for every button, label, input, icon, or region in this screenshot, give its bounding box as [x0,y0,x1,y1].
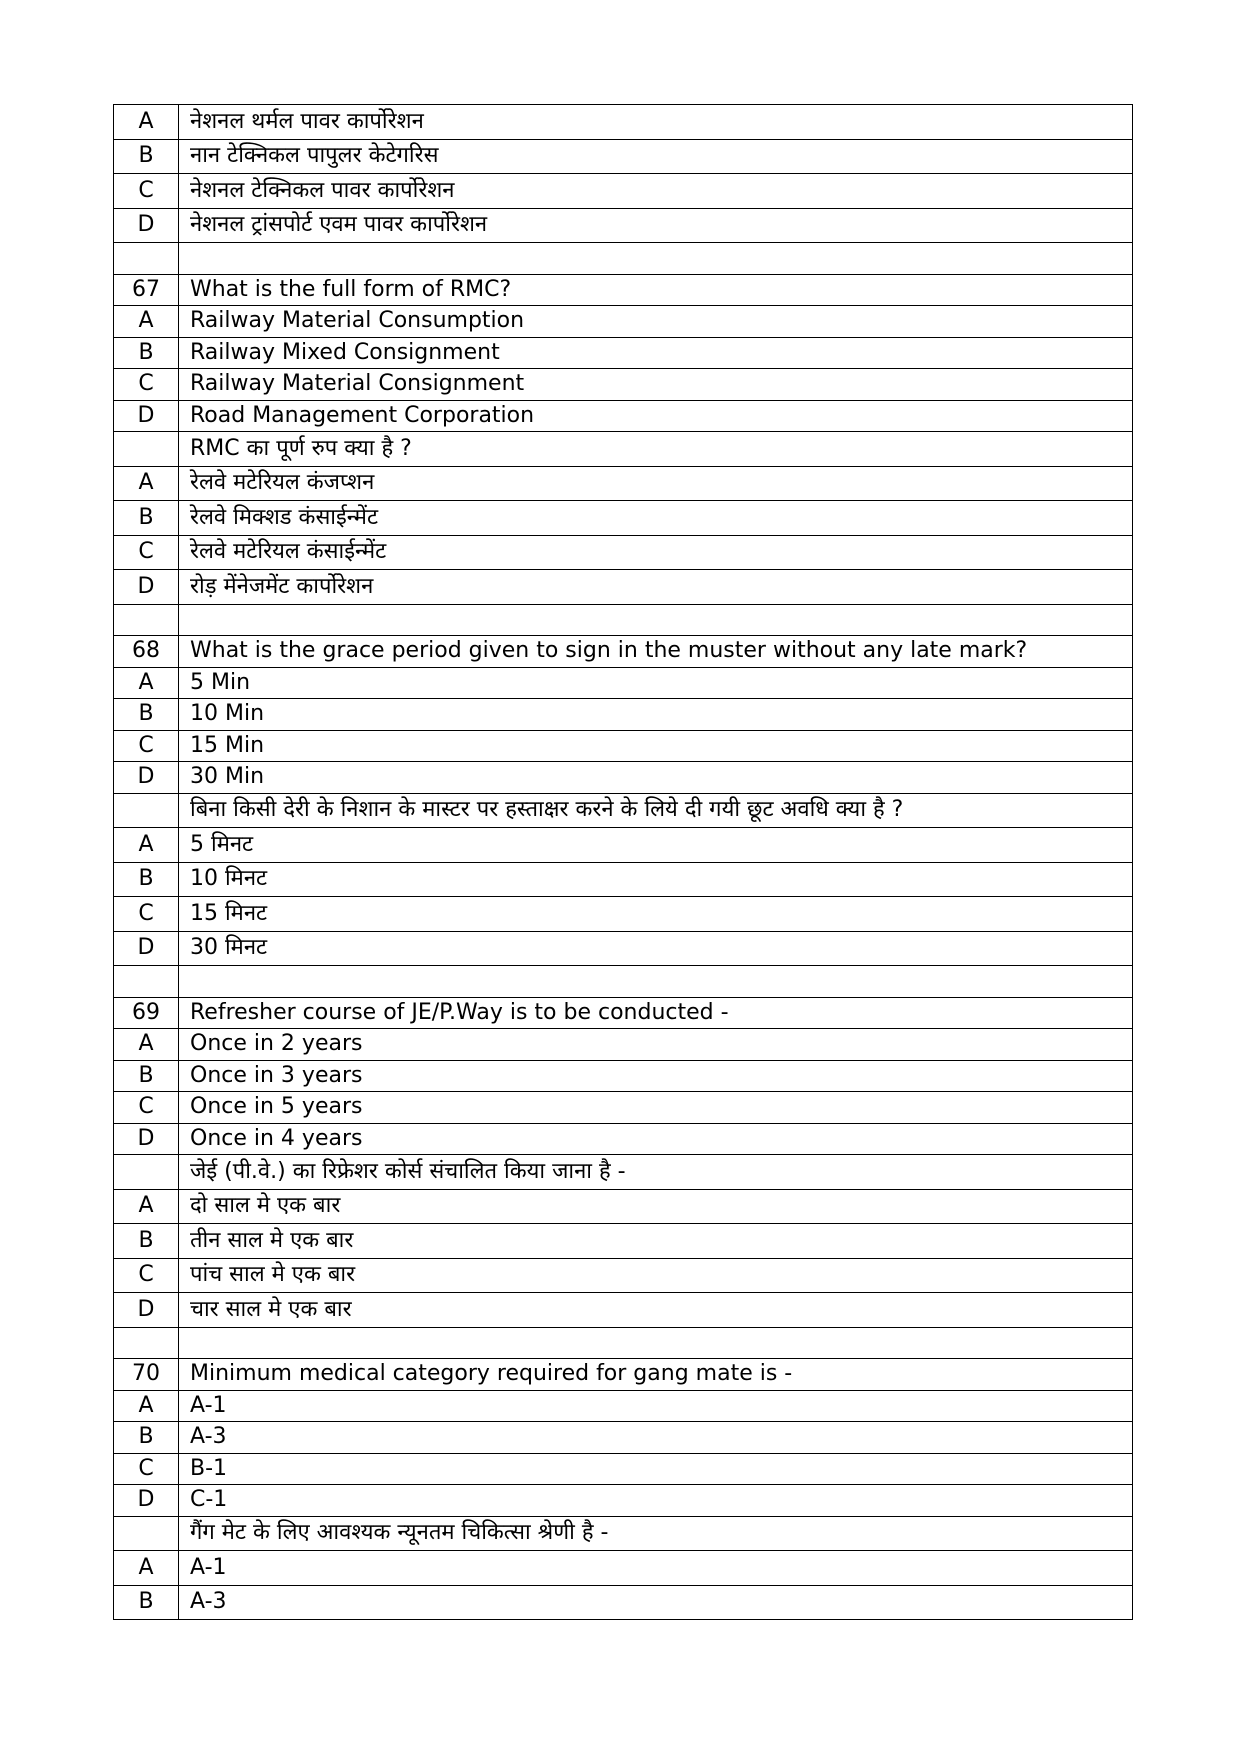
option-text: नेशनल ट्रांसपोर्ट एवम पावर कार्पोरेशन [179,208,1133,243]
option-row [114,1422,1133,1454]
option-letter: B [114,337,179,369]
option-row [114,466,1133,501]
question-text [179,966,1133,998]
option-letter [114,604,179,636]
option-row [114,400,1133,432]
option-letter [114,793,179,828]
question-table [113,104,1133,1620]
option-letter: A [114,828,179,863]
option-row [114,1258,1133,1293]
option-text: A-3 [179,1422,1133,1454]
option-letter: A [114,306,179,338]
option-row [114,1060,1133,1092]
option-text: रेलवे मटेरियल कंसाईन्मेंट [179,535,1133,570]
option-letter: B [114,1060,179,1092]
question-row [114,274,1133,306]
spacer-row [114,1327,1133,1359]
option-row [114,897,1133,932]
option-text: रोड़ मेंनेजमेंट कार्पोरेशन [179,570,1133,605]
option-letter: D [114,1485,179,1517]
question-row [114,636,1133,668]
option-text: 5 मिनट [179,828,1133,863]
option-row [114,667,1133,699]
option-text: 10 मिनट [179,862,1133,897]
question-hindi-row [114,432,1133,467]
option-row [114,762,1133,794]
option-row [114,105,1133,140]
option-letter: B [114,862,179,897]
question-number: 70 [114,1359,179,1391]
option-letter: C [114,1092,179,1124]
option-row [114,1551,1133,1586]
option-text: 30 मिनट [179,931,1133,966]
question-text: What is the full form of RMC? [179,274,1133,306]
option-text: 5 Min [179,667,1133,699]
question-number: 68 [114,636,179,668]
question-row [114,997,1133,1029]
option-text: नेशनल थर्मल पावर कार्पोरेशन [179,105,1133,140]
option-letter: C [114,1453,179,1485]
question-number: 67 [114,274,179,306]
option-letter: A [114,1551,179,1586]
option-letter [114,1155,179,1190]
option-letter: C [114,1258,179,1293]
question-text: Minimum medical category required for gang mate is - [179,1359,1133,1391]
option-letter: D [114,1293,179,1328]
option-row [114,1485,1133,1517]
option-text: 10 Min [179,699,1133,731]
option-text: रेलवे मिक्शड कंसाईन्मेंट [179,501,1133,536]
option-letter: A [114,667,179,699]
spacer-row [114,966,1133,998]
question-number: 69 [114,997,179,1029]
option-letter: C [114,369,179,401]
option-text: नेशनल टेक्निकल पावर कार्पोरेशन [179,174,1133,209]
option-letter [114,1516,179,1551]
option-row [114,699,1133,731]
option-row [114,828,1133,863]
option-row [114,535,1133,570]
question-hindi-row [114,793,1133,828]
option-letter: B [114,139,179,174]
option-text: A-3 [179,1585,1133,1620]
option-row [114,174,1133,209]
option-letter: A [114,1189,179,1224]
option-letter: A [114,105,179,140]
option-text: 30 Min [179,762,1133,794]
option-row [114,369,1133,401]
option-row [114,1293,1133,1328]
option-letter: D [114,762,179,794]
option-letter: D [114,208,179,243]
spacer-row [114,243,1133,275]
option-row [114,337,1133,369]
option-letter: C [114,535,179,570]
option-letter: C [114,730,179,762]
question-text [179,604,1133,636]
option-text: C-1 [179,1485,1133,1517]
option-row [114,1390,1133,1422]
option-letter: B [114,1224,179,1259]
option-letter: C [114,897,179,932]
option-text: चार साल मे एक बार [179,1293,1133,1328]
option-text: Once in 3 years [179,1060,1133,1092]
option-row [114,306,1133,338]
option-letter: D [114,400,179,432]
option-row [114,1453,1133,1485]
option-row [114,1123,1133,1155]
option-letter [114,432,179,467]
option-text: तीन साल मे एक बार [179,1224,1133,1259]
question-text: जेई (पी.वे.) का रिफ्रेशर कोर्स संचालित किया जाना है - [179,1155,1133,1190]
question-hindi-row [114,1516,1133,1551]
question-table-body [114,105,1133,1620]
option-text: रेलवे मटेरियल कंजप्शन [179,466,1133,501]
option-row [114,730,1133,762]
option-letter: A [114,1029,179,1061]
option-text: Railway Material Consumption [179,306,1133,338]
question-text: Refresher course of JE/P.Way is to be conducted - [179,997,1133,1029]
question-text: What is the grace period given to sign in the muster without any late mark? [179,636,1133,668]
spacer-row [114,604,1133,636]
option-letter: D [114,570,179,605]
option-text: पांच साल मे एक बार [179,1258,1133,1293]
option-letter: B [114,699,179,731]
option-text: Road Management Corporation [179,400,1133,432]
option-letter: A [114,466,179,501]
option-letter [114,243,179,275]
option-letter [114,966,179,998]
option-text: B-1 [179,1453,1133,1485]
option-letter: B [114,1422,179,1454]
option-row [114,1189,1133,1224]
option-text: A-1 [179,1551,1133,1586]
option-row [114,501,1133,536]
option-text: Once in 5 years [179,1092,1133,1124]
option-letter: C [114,174,179,209]
option-letter: B [114,501,179,536]
option-row [114,1224,1133,1259]
option-row [114,1585,1133,1620]
question-text: RMC का पूर्ण रुप क्या है ? [179,432,1133,467]
option-text: Once in 2 years [179,1029,1133,1061]
option-letter [114,1327,179,1359]
option-row [114,1029,1133,1061]
option-text: 15 मिनट [179,897,1133,932]
question-hindi-row [114,1155,1133,1190]
option-letter: A [114,1390,179,1422]
option-text: नान टेक्निकल पापुलर केटेगरिस [179,139,1133,174]
option-row [114,139,1133,174]
option-row [114,570,1133,605]
option-text: Railway Mixed Consignment [179,337,1133,369]
question-text: गैंग मेट के लिए आवश्यक न्यूनतम चिकित्सा श्रेणी है - [179,1516,1133,1551]
option-row [114,862,1133,897]
option-text: दो साल मे एक बार [179,1189,1133,1224]
option-text: Railway Material Consignment [179,369,1133,401]
option-row [114,931,1133,966]
option-letter: D [114,931,179,966]
question-text: बिना किसी देरी के निशान के मास्टर पर हस्ताक्षर करने के लिये दी गयी छूट अवधि क्या है ? [179,793,1133,828]
option-text: 15 Min [179,730,1133,762]
option-row [114,1092,1133,1124]
option-text: Once in 4 years [179,1123,1133,1155]
question-text [179,243,1133,275]
option-row [114,208,1133,243]
question-text [179,1327,1133,1359]
option-letter: D [114,1123,179,1155]
option-text: A-1 [179,1390,1133,1422]
question-row [114,1359,1133,1391]
option-letter: B [114,1585,179,1620]
